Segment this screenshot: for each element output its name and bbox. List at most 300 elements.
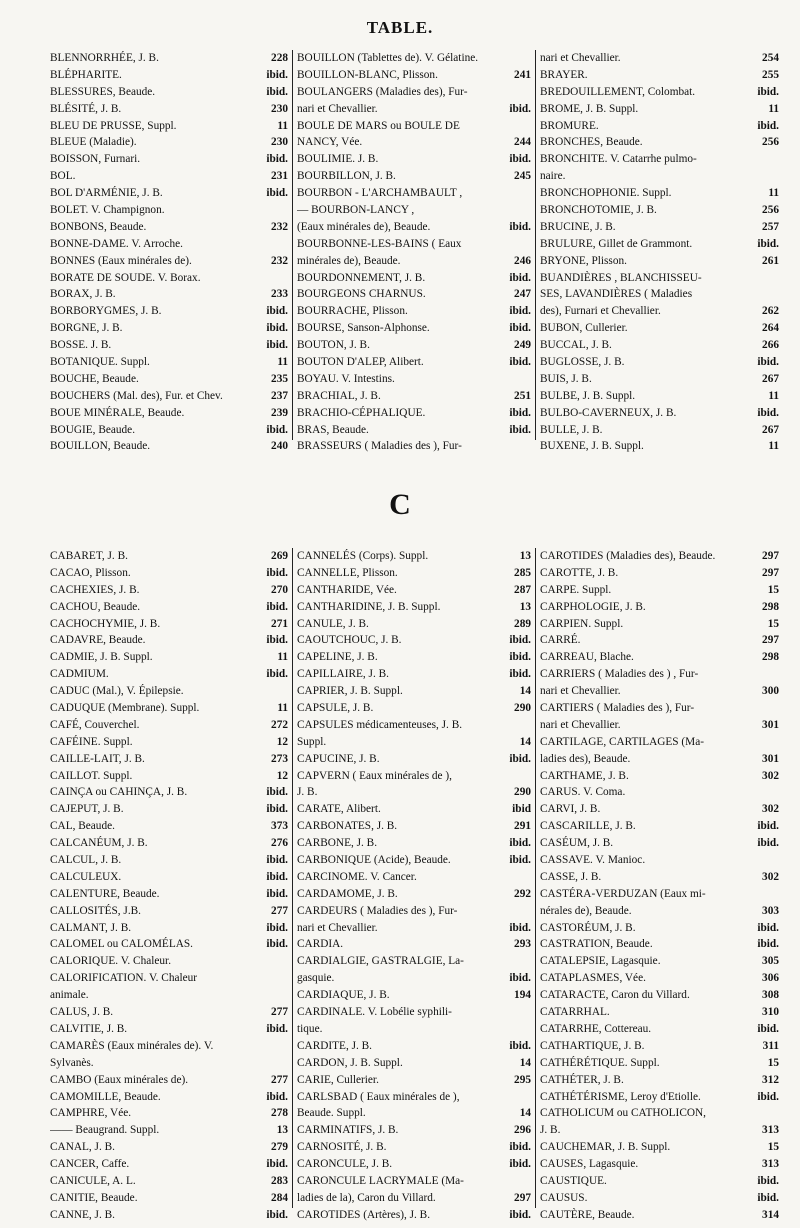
index-entry	[297, 1173, 531, 1190]
entry-text: CAPVERN ( Eaux minérales de ),	[297, 769, 452, 782]
entry-text: BRONCHITE. V. Catarrhe pulmo-	[540, 153, 697, 166]
entry-page: 297	[762, 634, 779, 647]
index-entry	[540, 303, 779, 320]
index-entry	[50, 151, 288, 168]
entry-text: CARDIALGIE, GASTRALGIE, La-	[297, 955, 464, 968]
entry-text: CARDEURS ( Maladies des ), Fur-	[297, 904, 458, 917]
entry-text: BORGNE, J. B.	[50, 322, 123, 335]
entry-text: CARBONATES, J. B.	[297, 820, 398, 833]
index-entry	[540, 903, 779, 920]
index-entry	[297, 818, 531, 835]
entry-text: BULLE, J. B.	[540, 423, 603, 436]
index-entry	[297, 801, 531, 818]
entry-page: ibid.	[757, 820, 779, 833]
entry-page: 298	[762, 600, 779, 613]
entry-text: ladies des), Beaude.	[540, 752, 631, 765]
entry-page: 283	[271, 1174, 288, 1187]
index-entry	[297, 50, 531, 67]
index-entry	[50, 818, 288, 835]
index-entry	[540, 1190, 779, 1207]
index-entry	[50, 1190, 288, 1207]
entry-text: CALOMEL ou CALOMÉLAS.	[50, 938, 193, 951]
index-entry	[540, 734, 779, 751]
entry-page: 297	[514, 1191, 531, 1204]
entry-text: nari et Chevallier.	[297, 102, 378, 115]
entry-page: ibid.	[509, 921, 531, 934]
index-entry	[540, 134, 779, 151]
index-entry	[50, 548, 288, 565]
entry-text: CAPSULES médicamenteuses, J. B.	[297, 718, 463, 731]
entry-text: naire.	[540, 170, 566, 183]
entry-text: BOUCHE, Beaude.	[50, 372, 139, 385]
index-entry	[50, 422, 288, 439]
entry-page: ibid.	[509, 406, 531, 419]
index-entry	[297, 700, 531, 717]
entry-text: BOURBILLON, J. B.	[297, 170, 396, 183]
entry-text: CAROTTE, J. B.	[540, 566, 619, 579]
index-entry	[540, 286, 779, 303]
entry-text: des), Furnari et Chevallier.	[540, 305, 661, 318]
entry-text: SES, LAVANDIÈRES ( Maladies	[540, 288, 693, 301]
index-entry	[540, 219, 779, 236]
entry-page: ibid.	[757, 356, 779, 369]
entry-text: BOYAU. V. Intestins.	[297, 372, 395, 385]
index-entry	[540, 582, 779, 599]
entry-text: CAMARÈS (Eaux minérales de). V.	[50, 1039, 214, 1052]
entry-page: ibid.	[509, 1208, 531, 1221]
entry-page: ibid.	[266, 339, 288, 352]
index-entry	[297, 835, 531, 852]
entry-text: BRACHIAL, J. B.	[297, 389, 381, 402]
entry-text: CANNELLE, Plisson.	[297, 566, 398, 579]
index-entry	[50, 1207, 288, 1224]
entry-page: 244	[514, 136, 531, 149]
entry-text: BULBO-CAVERNEUX, J. B.	[540, 406, 677, 419]
entry-text: BOUCHERS (Mal. des), Fur. et Chev.	[50, 389, 223, 402]
entry-text: CALVITIE, J. B.	[50, 1022, 128, 1035]
index-entry	[297, 1139, 531, 1156]
index-entry	[297, 632, 531, 649]
entry-page: ibid.	[266, 1158, 288, 1171]
index-column	[293, 548, 536, 1221]
entry-text: BUXENE, J. B. Suppl.	[540, 440, 644, 453]
entry-text: CARTILAGE, CARTILAGES (Ma-	[540, 735, 704, 748]
entry-text: CARATE, Alibert.	[297, 803, 381, 816]
index-entry	[297, 354, 531, 371]
entry-page: 247	[514, 288, 531, 301]
entry-text: CALENTURE, Beaude.	[50, 887, 160, 900]
index-entry	[297, 286, 531, 303]
index-entry	[297, 1004, 531, 1021]
entry-text: CASSE, J. B.	[540, 870, 602, 883]
entry-page: 235	[271, 372, 288, 385]
entry-text: BOUE MINÉRALE, Beaude.	[50, 406, 185, 419]
entry-page: 303	[762, 904, 779, 917]
index-entry	[50, 903, 288, 920]
index-entry	[540, 1105, 779, 1122]
entry-page: ibid.	[266, 423, 288, 436]
entry-text: CANNELÉS (Corps). Suppl.	[297, 550, 429, 562]
index-entry	[50, 1156, 288, 1173]
entry-text: CAOUTCHOUC, J. B.	[297, 634, 402, 647]
entry-text: CARDIAQUE, J. B.	[297, 989, 390, 1002]
index-entry	[540, 700, 779, 717]
index-entry	[297, 371, 531, 388]
entry-text: CAUCHEMAR, J. B. Suppl.	[540, 1141, 671, 1154]
index-entry	[50, 852, 288, 869]
entry-page: ibid.	[509, 651, 531, 664]
entry-text: BULBE, J. B. Suppl.	[540, 389, 636, 402]
entry-page: ibid.	[266, 1022, 288, 1035]
entry-text: BOULE DE MARS ou BOULE DE	[297, 119, 460, 132]
entry-text: CAPSULE, J. B.	[297, 702, 374, 715]
index-entry	[50, 202, 288, 219]
index-entry	[297, 1156, 531, 1173]
index-entry	[50, 970, 288, 987]
index-entry	[50, 801, 288, 818]
entry-page: 311	[762, 1039, 779, 1052]
entry-text: CARONCULE, J. B.	[297, 1158, 393, 1171]
index-entry	[50, 371, 288, 388]
entry-text: CANCER, Caffe.	[50, 1158, 130, 1171]
entry-page: 13	[519, 550, 531, 562]
entry-text: CAPILLAIRE, J. B.	[297, 668, 389, 681]
index-entry	[50, 50, 288, 67]
index-entry	[50, 286, 288, 303]
index-entry	[50, 84, 288, 101]
entry-text: CATHARTIQUE, J. B.	[540, 1039, 645, 1052]
entry-page: 14	[519, 685, 531, 698]
entry-text: BROME, J. B. Suppl.	[540, 102, 639, 115]
entry-page: 14	[519, 1056, 531, 1069]
entry-page: ibid.	[266, 1090, 288, 1103]
entry-text: CATARACTE, Caron du Villard.	[540, 989, 690, 1002]
index-column	[536, 50, 779, 453]
index-entry	[540, 683, 779, 700]
entry-page: 277	[271, 1073, 288, 1086]
entry-page: 262	[762, 305, 779, 318]
entry-page: ibid.	[757, 1174, 779, 1187]
index-entry	[297, 1105, 531, 1122]
index-entry	[50, 987, 288, 1004]
index-entry	[50, 320, 288, 337]
entry-text: CADAVRE, Beaude.	[50, 634, 146, 647]
entry-page: ibid.	[509, 271, 531, 284]
index-entry	[540, 936, 779, 953]
entry-page: 271	[271, 617, 288, 630]
index-entry	[297, 649, 531, 666]
bottom-index-section	[50, 548, 780, 1221]
entry-page: ibid.	[509, 837, 531, 850]
entry-page: 11	[277, 651, 288, 664]
entry-page: 306	[762, 972, 779, 985]
index-entry	[297, 869, 531, 886]
index-entry	[297, 768, 531, 785]
entry-text: CATARRHAL.	[540, 1006, 610, 1019]
index-entry	[540, 1139, 779, 1156]
index-entry	[50, 616, 288, 633]
index-entry	[50, 649, 288, 666]
entry-text: CARDAMOME, J. B.	[297, 887, 398, 900]
entry-page: ibid	[512, 803, 531, 816]
index-entry	[540, 337, 779, 354]
index-entry	[50, 405, 288, 422]
entry-text: BONNES (Eaux minérales de).	[50, 254, 192, 267]
entry-page: 256	[762, 204, 779, 217]
entry-page: ibid.	[266, 786, 288, 799]
entry-text: nérales de), Beaude.	[540, 904, 632, 917]
entry-page: 300	[762, 685, 779, 698]
entry-text: BONBONS, Beaude.	[50, 220, 147, 233]
entry-text: CADMIE, J. B. Suppl.	[50, 651, 153, 664]
entry-page: 11	[768, 187, 779, 200]
index-entry	[540, 768, 779, 785]
index-entry	[540, 886, 779, 903]
index-entry	[297, 1072, 531, 1089]
entry-page: 11	[277, 702, 288, 715]
entry-page: 14	[519, 735, 531, 748]
entry-text: CAILLE-LAIT, J. B.	[50, 752, 145, 765]
entry-page: ibid.	[757, 1022, 779, 1035]
entry-text: CALCULEUX.	[50, 870, 122, 883]
entry-text: BOURBONNE-LES-BAINS ( Eaux	[297, 237, 462, 250]
entry-page: ibid.	[509, 423, 531, 436]
entry-page: 240	[271, 440, 288, 453]
entry-text: BORATE DE SOUDE. V. Borax.	[50, 271, 201, 284]
entry-page: 272	[271, 718, 288, 731]
entry-page: 246	[514, 254, 531, 267]
entry-page: ibid.	[509, 1039, 531, 1052]
entry-page: 239	[271, 406, 288, 419]
index-entry	[540, 151, 779, 168]
entry-page: ibid.	[757, 406, 779, 419]
entry-text: CATARRHE, Cottereau.	[540, 1022, 652, 1035]
entry-page: 295	[514, 1073, 531, 1086]
index-entry	[297, 1122, 531, 1139]
entry-page: ibid.	[266, 634, 288, 647]
entry-text: CARUS. V. Coma.	[540, 786, 626, 799]
entry-page: 277	[271, 1006, 288, 1019]
index-entry	[297, 84, 531, 101]
entry-text: CASCARILLE, J. B.	[540, 820, 636, 833]
entry-page: 297	[762, 550, 779, 562]
entry-text: BLÉPHARITE.	[50, 68, 122, 81]
entry-text: BOURSE, Sanson-Alphonse.	[297, 322, 430, 335]
entry-page: 279	[271, 1141, 288, 1154]
index-entry	[297, 134, 531, 151]
entry-page: 256	[762, 136, 779, 149]
entry-text: CARLSBAD ( Eaux minérales de ),	[297, 1090, 460, 1103]
index-entry	[540, 168, 779, 185]
entry-text: CADMIUM.	[50, 668, 109, 681]
entry-text: BORAX, J. B.	[50, 288, 116, 301]
index-entry	[297, 1190, 531, 1207]
entry-text: CAMBO (Eaux minérales de).	[50, 1073, 189, 1086]
entry-text: BRASSEURS ( Maladies des ), Fur-	[297, 440, 462, 453]
index-entry	[50, 219, 288, 236]
index-entry	[540, 1173, 779, 1190]
entry-page: 13	[519, 600, 531, 613]
entry-text: BOUILLON, Beaude.	[50, 440, 151, 453]
entry-text: BOURRACHE, Plisson.	[297, 305, 408, 318]
entry-text: BOUTON D'ALEP, Alibert.	[297, 356, 424, 369]
index-entry	[540, 67, 779, 84]
entry-page: ibid.	[757, 837, 779, 850]
index-entry	[297, 734, 531, 751]
entry-text: nari et Chevallier.	[540, 718, 621, 731]
index-entry	[297, 565, 531, 582]
index-entry	[540, 405, 779, 422]
index-entry	[540, 1004, 779, 1021]
entry-text: BOUILLON-BLANC, Plisson.	[297, 68, 438, 81]
entry-page: 291	[514, 820, 531, 833]
entry-text: CAFÉ, Couverchel.	[50, 718, 140, 731]
entry-page: 11	[768, 102, 779, 115]
entry-page: ibid.	[266, 938, 288, 951]
entry-page: 232	[271, 220, 288, 233]
entry-text: CATHÉTER, J. B.	[540, 1073, 624, 1086]
index-entry	[540, 920, 779, 937]
index-entry	[50, 1004, 288, 1021]
entry-page: 13	[276, 1124, 288, 1137]
entry-page: 245	[514, 170, 531, 183]
entry-page: 273	[271, 752, 288, 765]
entry-text: CANAL, J. B.	[50, 1141, 115, 1154]
index-entry	[297, 303, 531, 320]
entry-text: CARPIEN. Suppl.	[540, 617, 624, 630]
index-entry	[540, 1072, 779, 1089]
index-entry	[297, 784, 531, 801]
index-entry	[297, 970, 531, 987]
index-entry	[50, 1055, 288, 1072]
entry-text: CACHOU, Beaude.	[50, 600, 141, 613]
index-entry	[50, 632, 288, 649]
index-entry	[297, 151, 531, 168]
entry-page: 284	[271, 1191, 288, 1204]
entry-page: 314	[762, 1208, 779, 1221]
entry-text: CAUTÈRE, Beaude.	[540, 1208, 635, 1221]
entry-text: CAROTIDES (Artères), J. B.	[297, 1208, 431, 1221]
index-entry	[540, 422, 779, 439]
index-entry	[50, 565, 288, 582]
index-entry	[540, 101, 779, 118]
entry-text: CARIE, Cullerier.	[297, 1073, 379, 1086]
index-entry	[540, 565, 779, 582]
entry-page: 15	[767, 1141, 779, 1154]
entry-text: J. B.	[297, 786, 318, 799]
index-entry	[297, 751, 531, 768]
entry-page: ibid.	[757, 938, 779, 951]
index-entry	[297, 852, 531, 869]
index-entry	[50, 768, 288, 785]
entry-text: BOTANIQUE. Suppl.	[50, 356, 150, 369]
entry-page: ibid.	[509, 972, 531, 985]
entry-page: 302	[762, 803, 779, 816]
index-entry	[540, 616, 779, 633]
entry-text: CASÉUM, J. B.	[540, 837, 614, 850]
entry-text: animale.	[50, 989, 89, 1002]
entry-text: ladies de la), Caron du Villard.	[297, 1191, 436, 1204]
index-entry	[50, 270, 288, 287]
index-entry	[297, 886, 531, 903]
entry-page: ibid.	[266, 322, 288, 335]
entry-text: CACHEXIES, J. B.	[50, 583, 140, 596]
entry-text: CANICULE, A. L.	[50, 1174, 136, 1187]
entry-page: ibid.	[266, 153, 288, 166]
index-entry	[50, 303, 288, 320]
index-entry	[50, 168, 288, 185]
entry-page: ibid.	[266, 187, 288, 200]
index-entry	[50, 337, 288, 354]
index-entry	[297, 118, 531, 135]
entry-text: Beaude. Suppl.	[297, 1107, 366, 1120]
entry-text: BOISSON, Furnari.	[50, 153, 141, 166]
entry-text: CADUQUE (Membrane). Suppl.	[50, 702, 200, 715]
index-entry	[540, 970, 779, 987]
entry-page: ibid.	[509, 1158, 531, 1171]
index-entry	[540, 632, 779, 649]
entry-text: BRYONE, Plisson.	[540, 254, 627, 267]
entry-text: BRAYER.	[540, 68, 588, 81]
index-entry	[540, 784, 779, 801]
entry-page: 233	[271, 288, 288, 301]
index-entry	[297, 253, 531, 270]
entry-text: CAPELINE, J. B.	[297, 651, 378, 664]
entry-text: CASSAVE. V. Manioc.	[540, 854, 646, 867]
entry-page: ibid.	[509, 102, 531, 115]
entry-text: — BOURBON-LANCY ,	[297, 204, 415, 217]
entry-page: 297	[762, 566, 779, 579]
entry-page: 313	[762, 1158, 779, 1171]
entry-text: BRONCHOTOMIE, J. B.	[540, 204, 657, 217]
entry-text: BOL.	[50, 170, 76, 183]
index-entry	[297, 953, 531, 970]
entry-text: BLEUE (Maladie).	[50, 136, 137, 149]
entry-text: CABARET, J. B.	[50, 550, 128, 562]
entry-text: BOURBON - L'ARCHAMBAULT ,	[297, 187, 463, 200]
entry-page: ibid.	[757, 1090, 779, 1103]
entry-text: BOURDONNEMENT, J. B.	[297, 271, 426, 284]
index-entry	[540, 185, 779, 202]
entry-text: BOULIMIE. J. B.	[297, 153, 379, 166]
entry-page: ibid.	[509, 752, 531, 765]
index-entry	[540, 371, 779, 388]
entry-page: ibid.	[266, 668, 288, 681]
index-entry	[540, 84, 779, 101]
index-entry	[50, 118, 288, 135]
index-entry	[50, 666, 288, 683]
entry-text: BLESSURES, Beaude.	[50, 85, 156, 98]
entry-text: CARBONIQUE (Acide), Beaude.	[297, 854, 451, 867]
entry-page: 278	[271, 1107, 288, 1120]
entry-page: ibid.	[266, 85, 288, 98]
entry-page: 264	[762, 322, 779, 335]
entry-page: 270	[271, 583, 288, 596]
index-entry	[540, 717, 779, 734]
index-entry	[540, 869, 779, 886]
entry-page: 293	[514, 938, 531, 951]
entry-page: 11	[277, 356, 288, 369]
entry-text: BREDOUILLEMENT, Colombat.	[540, 85, 696, 98]
entry-text: CATHÉRÉTIQUE. Suppl.	[540, 1056, 660, 1069]
index-entry	[50, 354, 288, 371]
entry-page: 276	[271, 837, 288, 850]
entry-text: CAFÉINE. Suppl.	[50, 735, 133, 748]
entry-text: BOURGEONS CHARNUS.	[297, 288, 426, 301]
index-column	[293, 50, 536, 453]
entry-page: 12	[276, 735, 288, 748]
entry-text: CARDON, J. B. Suppl.	[297, 1056, 403, 1069]
